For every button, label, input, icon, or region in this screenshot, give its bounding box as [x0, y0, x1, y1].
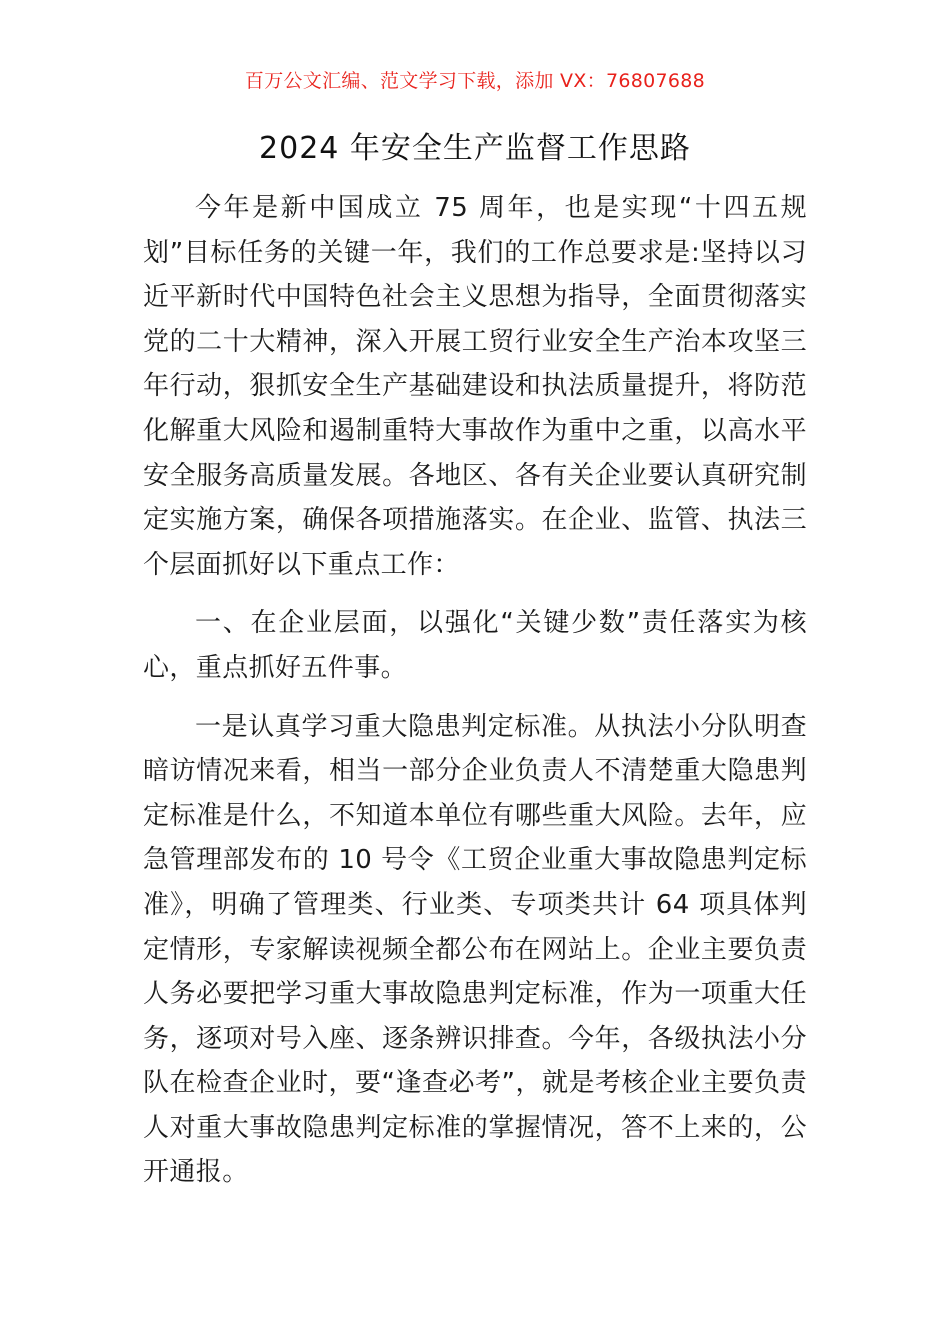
header-promo-note: 百万公文汇编、范文学习下载，添加 VX：76807688 — [244, 70, 706, 92]
paragraph-intro: 今年是新中国成立 75 周年，也是实现“十四五规划”目标任务的关键一年，我们的工作总要求是:坚持以习近平新时代中国特色社会主义思想为指导，全面贯彻落实党的二十大精神，深入开展工贸行业安全生产治本攻坚三年行动，狠抓安全生产基础建设和执法质量提升，将防范化解重大风险和遏制重特大事故作为重中之重，以高水平安全服务高质量发展。各地区、各有关企业要认真研究制定实施方案，确保各项措施落实。在企业、监管、执法三个层面抓好以下重点工作： — [143, 193, 807, 580]
document-title: 2024 年安全生产监督工作思路 — [259, 131, 691, 166]
paragraph-item-one: 一是认真学习重大隐患判定标准。从执法小分队明查暗访情况来看，相当一部分企业负责人不清楚重大隐患判定标准是什么，不知道本单位有哪些重大风险。去年，应急管理部发布的 10 号令《工贸企业重大事故隐患判定标准》，明确了管理类、行业类、专项类共计 64 项具体判定情形，专家解读视频全都公布在网站上。企业主要负责人务必要把学习重大事故隐患判定标准，作为一项重大任务，逐项对号入座、逐条辨识排查。今年，各级执法小分队在检查企业时，要“逢查必考”，就是考核企业主要负责人对重大事故隐患判定标准的掌握情况，答不上来的，公开通报。 — [143, 711, 807, 1188]
document-body — [143, 186, 807, 1195]
paragraph-section-one-heading: 一、在企业层面，以强化“关键少数”责任落实为核心，重点抓好五件事。 — [143, 608, 807, 683]
